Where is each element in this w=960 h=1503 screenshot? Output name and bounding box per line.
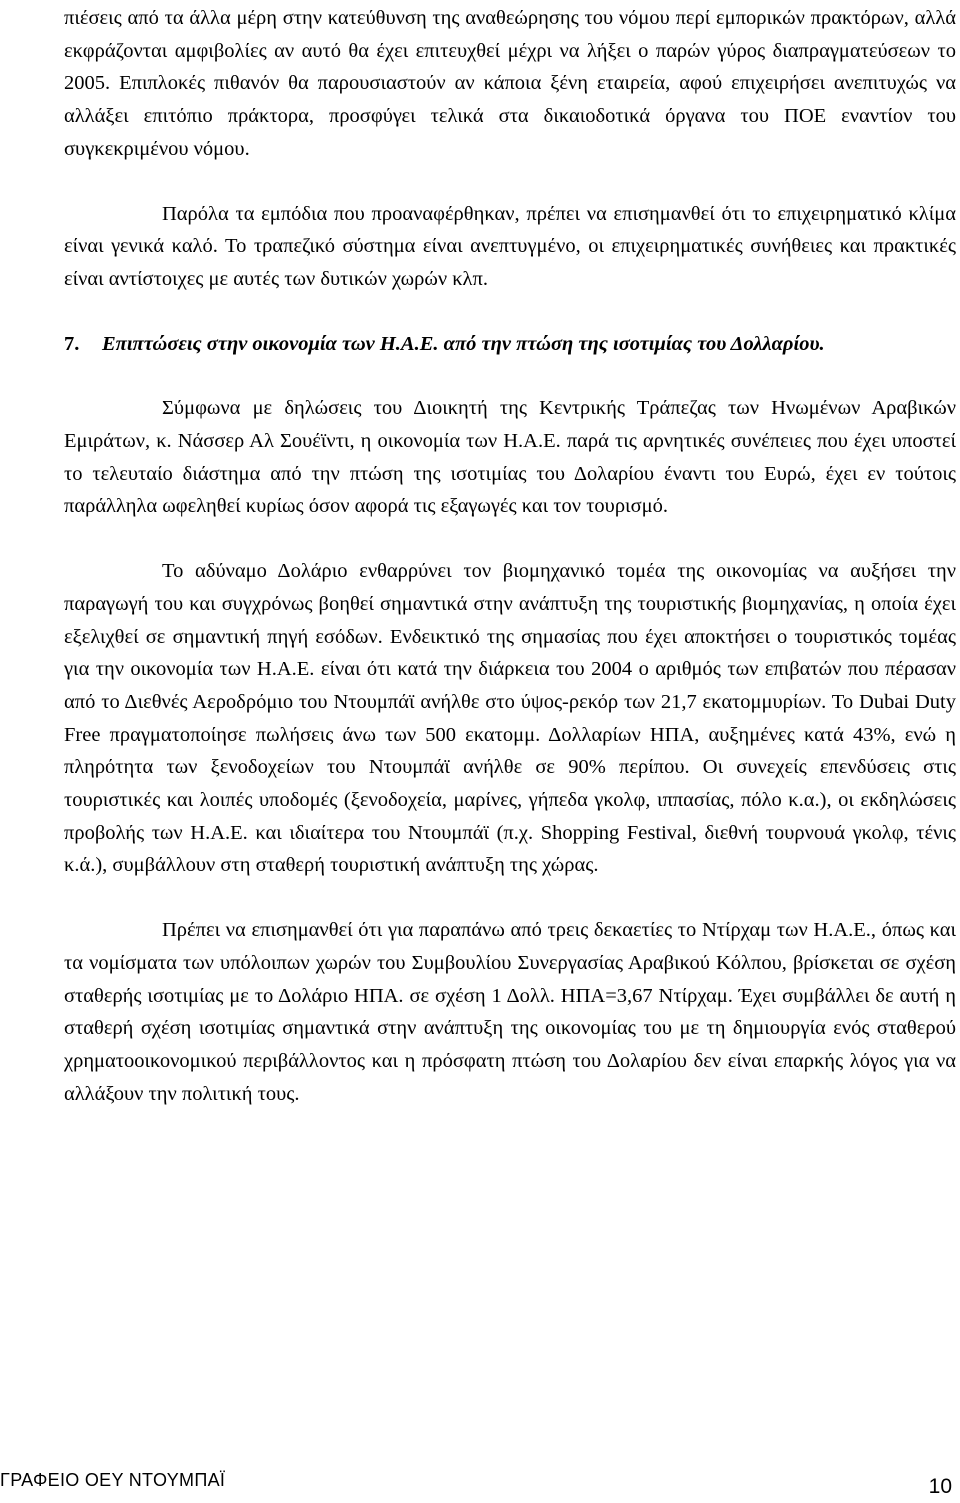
- section-number: 7.: [64, 332, 80, 355]
- paragraph-dirham-peg: Πρέπει να επισημανθεί ότι για παραπάνω από τρεις δεκαετίες το Ντίρχαμ των Η.Α.Ε., όπως και τα νομίσματα των υπόλοιπων χωρών του Συμβουλίου Συνεργασίας Αραβικού Κόλπου, βρίσκεται σε σχέση σταθερής ισοτιμίας με το Δολάριο ΗΠΑ. σε σχέση 1 Δολλ. ΗΠΑ=3,67 Ντίρχαμ. Έχει συμβάλλει δε αυτή η σταθερή σχέση ισοτιμίας σημαντικά στην ανάπτυξη της οικονομίας του με τη δημιουργία ενός σταθερού χρηματοοικονομικού περιβάλλοντος και η πρόσφατη πτώση του Δολαρίου δεν είναι επαρκής λόγος για να αλλάξουν την πολιτική τους.: [64, 919, 956, 1105]
- page-number: 10: [928, 1475, 952, 1498]
- spacer: [64, 296, 956, 328]
- section-heading: [64, 328, 956, 361]
- section-title: Επιπτώσεις στην οικονομία των Η.Α.Ε. από την πτώση της ισοτιμίας του Δολλαρίου.: [102, 332, 825, 355]
- spacer: [64, 523, 956, 555]
- page-body: [64, 2, 956, 1110]
- paragraph-commercial-agents: πιέσεις από τα άλλα μέρη στην κατεύθυνση της αναθεώρησης του νόμου περί εμπορικών πρακτόρων, αλλά εκφράζονται αμφιβολίες αν αυτό θα έχει επιτευχθεί μέχρι να λήξει ο παρών γύρος διαπραγματεύσεων το 2005. Επιπλοκές πιθανόν θα παρουσιαστούν αν κάποια ξένη εταιρεία, αφού επιχειρήσει ανεπιτυχώς να αλλάξει επιτόπιο πράκτορα, προσφύγει τελικά στα δικαιοδοτικά όργανα του ΠΟΕ εναντίον του συγκεκριμένου νόμου.: [64, 7, 956, 160]
- spacer: [64, 882, 956, 914]
- spacer: [64, 360, 956, 392]
- spacer: [64, 166, 956, 198]
- paragraph-central-bank-statement: Σύμφωνα με δηλώσεις του Διοικητή της Κεντρικής Τράπεζας των Ηνωμένων Αραβικών Εμιράτων, κ. Νάσσερ Αλ Σουέϊντι, η οικονομία των Η.Α.Ε. παρά τις αρνητικές συνέπειες που έχει υποστεί το τελευταίο διάστημα από την πτώση της ισοτιμίας του Δολαρίου έναντι του Ευρώ, έχει εν τούτοις παράλληλα ωφεληθεί κυρίως όσον αφορά τις εξαγωγές και τον τουρισμό.: [64, 397, 956, 518]
- footer-office-name: ΓΡΑΦΕΙΟ ΟΕΥ ΝΤΟΥΜΠΑΪ: [0, 1470, 226, 1490]
- paragraph-weak-dollar-tourism: Το αδύναμο Δολάριο ενθαρρύνει τον βιομηχανικό τομέα της οικονομίας να αυξήσει την παραγωγή του και συγχρόνως βοηθεί σημαντικά στην ανάπτυξη της τουριστικής βιομηχανίας, η οποία έχει εξελιχθεί σε σημαντική πηγή εσόδων. Ενδεικτικό της σημασίας που έχει αποκτήσει ο τουριστικός τομέας για την οικονομία των Η.Α.Ε. είναι ότι κατά την διάρκεια του 2004 ο αριθμός των επιβατών που πέρασαν από το Διεθνές Αεροδρόμιο του Ντουμπάϊ ανήλθε στο ύψος-ρεκόρ των 21,7 εκατομμυρίων. Το Dubai Duty Free πραγματοποίησε πωλήσεις άνω των 500 εκατομμ. Δολλαρίων ΗΠΑ, αυξημένες κατά 43%, ενώ η πληρότητα των ξενοδοχείων του Ντουμπάϊ ανήλθε σε 90% περίπου. Οι συνεχείς επενδύσεις στις τουριστικές και λοιπές υποδομές (ξενοδοχεία, μαρίνες, γήπεδα γκολφ, ιππασίας, πόλο κ.α.), οι εκδηλώσεις προβολής των Η.Α.Ε. και ιδιαίτερα του Ντουμπάϊ (π.χ. Shopping Festival, διεθνή τουρνουά γκολφ, τένις κ.ά.), συμβάλλουν στη σταθερή τουριστική ανάπτυξη της χώρας.: [64, 560, 956, 877]
- paragraph-business-climate: Παρόλα τα εμπόδια που προαναφέρθηκαν, πρέπει να επισημανθεί ότι το επιχειρηματικό κλίμα είναι γενικά καλό. Το τραπεζικό σύστημα είναι ανεπτυγμένο, οι επιχειρηματικές συνήθειες και πρακτικές είναι αντίστοιχες με αυτές των δυτικών χωρών κλπ.: [64, 202, 956, 290]
